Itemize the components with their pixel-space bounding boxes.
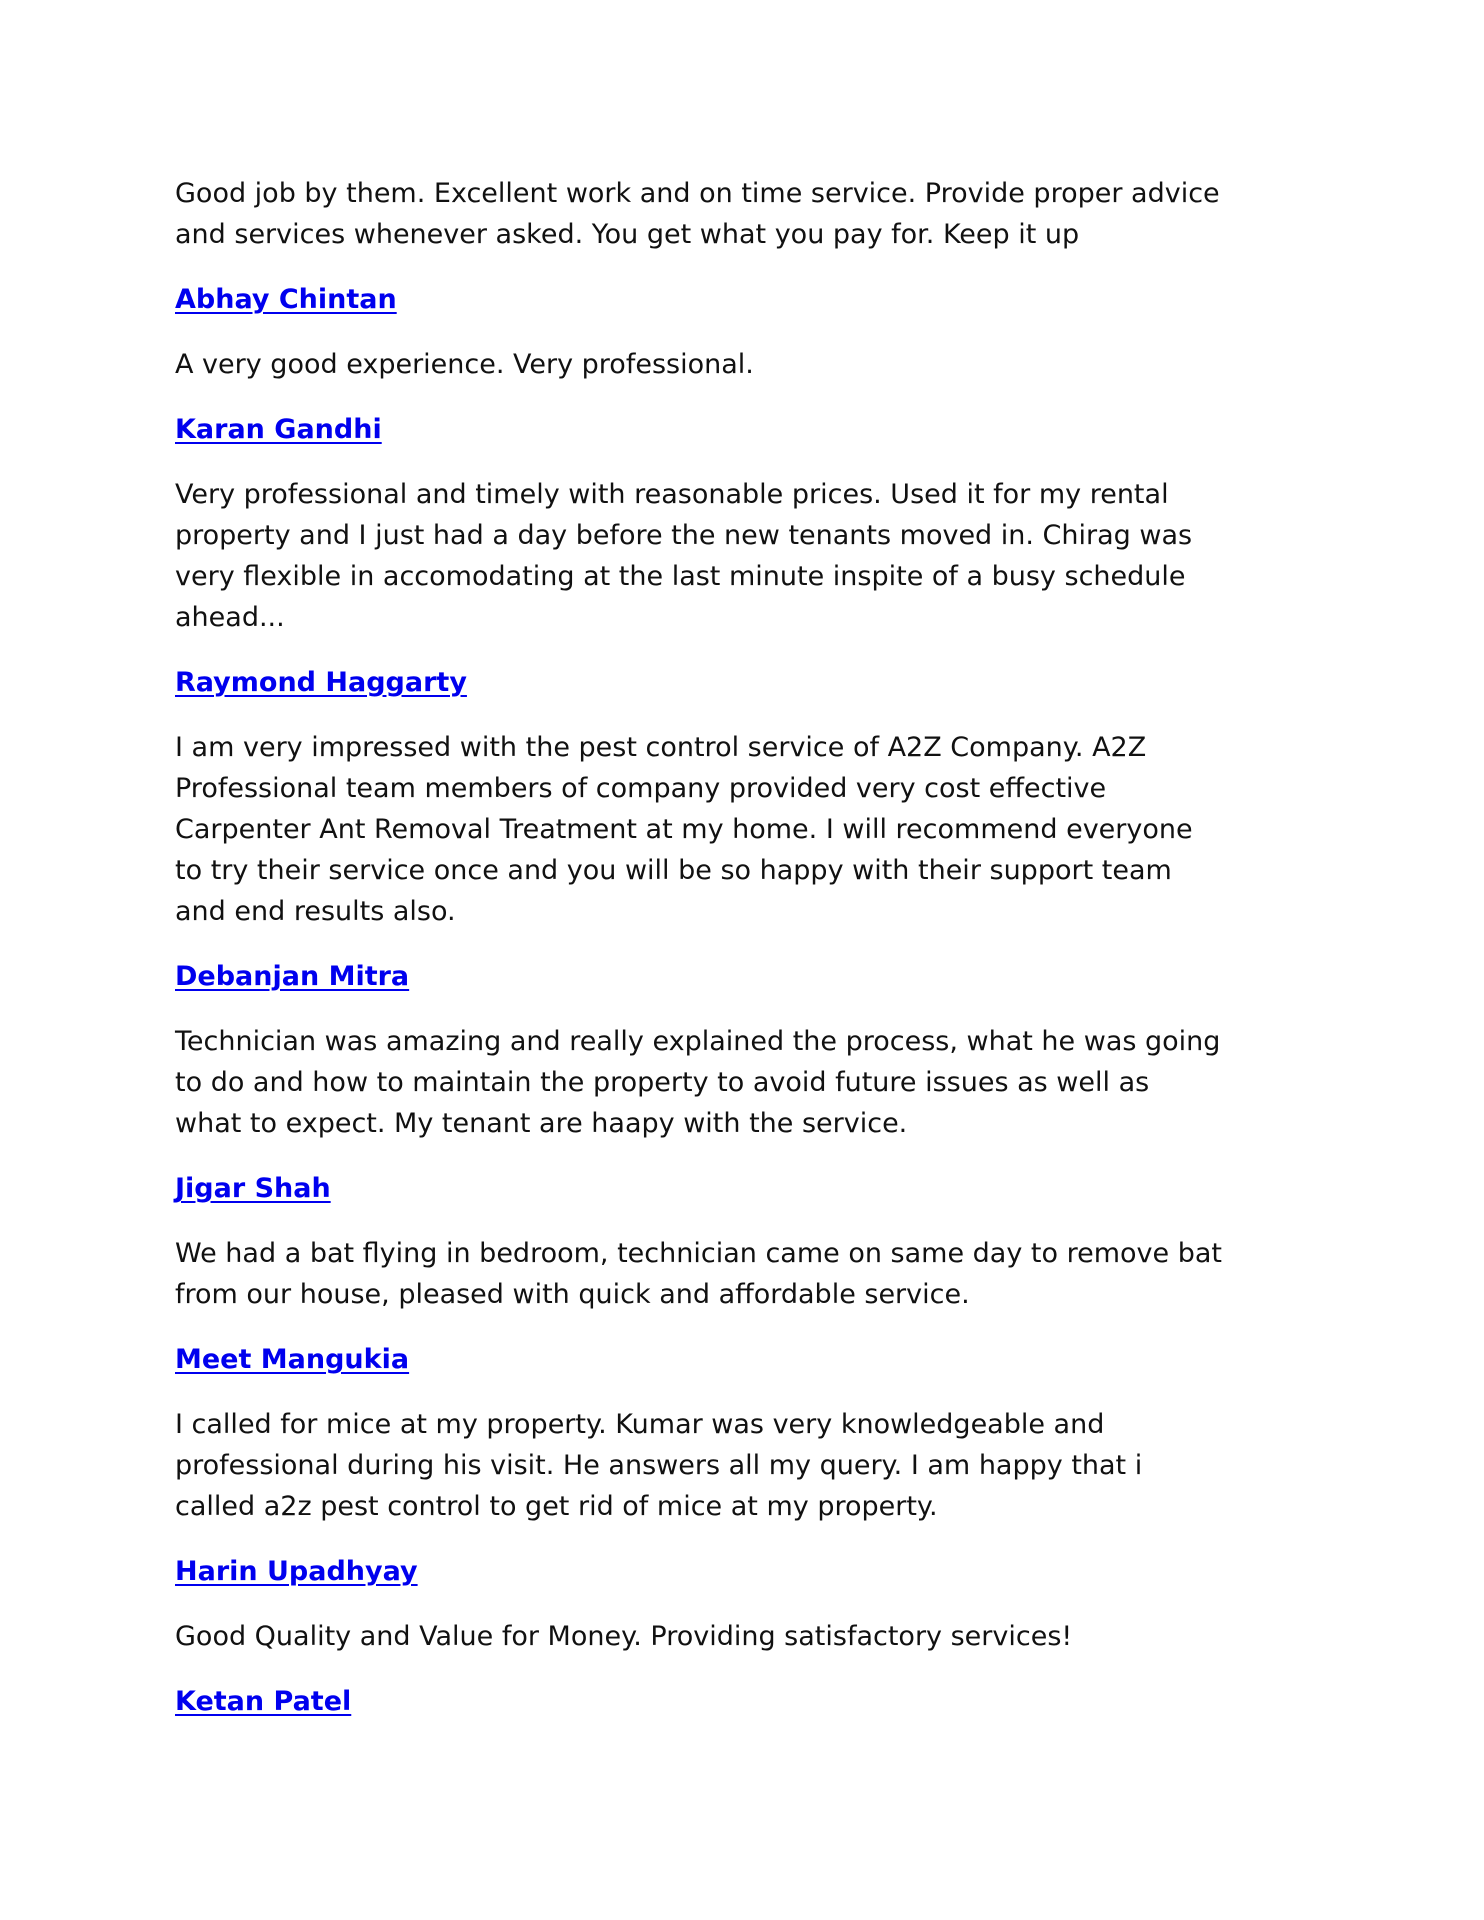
review-text-line: ahead... bbox=[175, 602, 285, 633]
reviewer-name-link[interactable]: Raymond Haggarty bbox=[175, 667, 467, 698]
reviews-list bbox=[175, 173, 1375, 1746]
review-text-line: to try their service once and you will be so happy with their support team bbox=[175, 855, 1172, 886]
reviewer-name-link[interactable]: Debanjan Mitra bbox=[175, 961, 410, 992]
review-text-line: called a2z pest control to get rid of mice at my property. bbox=[175, 1491, 938, 1522]
review-text-line: Good Quality and Value for Money. Providing satisfactory services! bbox=[175, 1621, 1073, 1652]
review-text-line: what to expect. My tenant are haapy with the service. bbox=[175, 1108, 908, 1139]
reviewer-name-link[interactable]: Harin Upadhyay bbox=[175, 1556, 418, 1587]
review-text bbox=[175, 474, 1375, 638]
review-text-line: from our house, pleased with quick and affordable service. bbox=[175, 1279, 970, 1310]
review-text-line: very flexible in accomodating at the last minute inspite of a busy schedule bbox=[175, 561, 1186, 592]
reviewer-name-link[interactable]: Jigar Shah bbox=[175, 1173, 331, 1204]
review-text-line: property and I just had a day before the new tenants moved in. Chirag was bbox=[175, 520, 1193, 551]
review-text-line: A very good experience. Very professional. bbox=[175, 349, 754, 380]
review-text bbox=[175, 173, 1375, 255]
review-text-line: and services whenever asked. You get what you pay for. Keep it up bbox=[175, 219, 1080, 250]
review-text bbox=[175, 1616, 1375, 1657]
reviewer-name-link[interactable]: Karan Gandhi bbox=[175, 414, 382, 445]
review-text bbox=[175, 1233, 1375, 1315]
reviewer-name-link[interactable]: Meet Mangukia bbox=[175, 1344, 410, 1375]
review-text-line: Carpenter Ant Removal Treatment at my home. I will recommend everyone bbox=[175, 814, 1193, 845]
review-text-line: and end results also. bbox=[175, 896, 456, 927]
review-text bbox=[175, 344, 1375, 385]
review-text-line: Good job by them. Excellent work and on time service. Provide proper advice bbox=[175, 178, 1220, 209]
review-text-line: Very professional and timely with reasonable prices. Used it for my rental bbox=[175, 479, 1169, 510]
review-text bbox=[175, 727, 1375, 932]
review-text-line: Professional team members of company provided very cost effective bbox=[175, 773, 1107, 804]
reviewer-name-link[interactable]: Ketan Patel bbox=[175, 1686, 352, 1717]
review-text bbox=[175, 1021, 1375, 1144]
review-text-line: I am very impressed with the pest control service of A2Z Company. A2Z bbox=[175, 732, 1147, 763]
review-text-line: We had a bat flying in bedroom, technician came on same day to remove bat bbox=[175, 1238, 1222, 1269]
reviewer-name-link[interactable]: Abhay Chintan bbox=[175, 284, 397, 315]
review-text-line: to do and how to maintain the property to avoid future issues as well as bbox=[175, 1067, 1150, 1098]
review-text bbox=[175, 1404, 1375, 1527]
review-text-line: I called for mice at my property. Kumar was very knowledgeable and bbox=[175, 1409, 1105, 1440]
review-text-line: professional during his visit. He answers all my query. I am happy that i bbox=[175, 1450, 1143, 1481]
review-text-line: Technician was amazing and really explained the process, what he was going bbox=[175, 1026, 1221, 1057]
